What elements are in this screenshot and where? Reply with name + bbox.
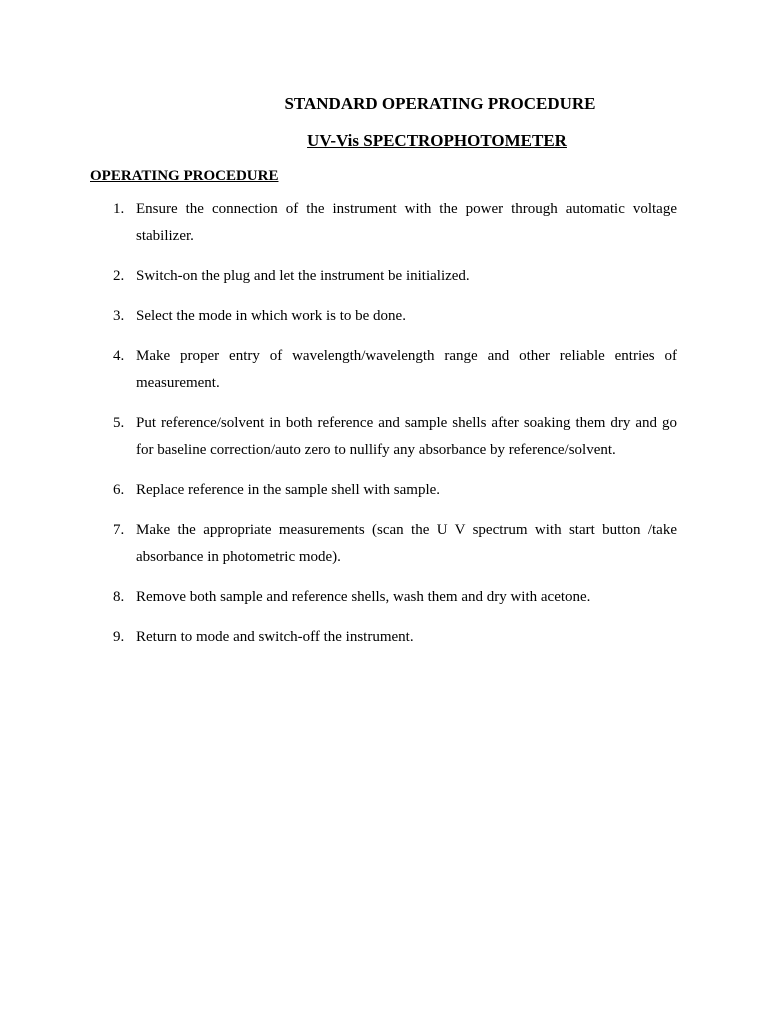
procedure-step [90,196,677,250]
step-text: Return to mode and switch-off the instrument. [136,629,414,645]
step-text: Make proper entry of wavelength/wavelength range and other reliable entries of measurement. [136,348,677,391]
step-number: 3. [113,308,125,324]
procedure-step [90,343,677,397]
procedure-step [90,410,677,464]
document-subtitle: UV-Vis SPECTROPHOTOMETER [307,131,567,150]
step-number: 2. [113,268,125,284]
procedure-step [90,303,677,330]
procedure-step [90,517,677,571]
step-number: 5. [113,415,125,431]
procedure-step [90,624,677,651]
procedure-steps-list [90,196,677,664]
step-number: 1. [113,201,125,217]
step-text: Ensure the connection of the instrument with the power through automatic voltage stabilizer. [136,201,677,244]
step-text: Select the mode in which work is to be done. [136,308,406,324]
step-text: Make the appropriate measurements (scan the U V spectrum with start button /take absorbance in photometric mode). [136,522,677,565]
document-title: STANDARD OPERATING PROCEDURE [284,94,596,113]
step-text: Switch-on the plug and let the instrument be initialized. [136,268,470,284]
step-number: 8. [113,589,125,605]
section-heading: OPERATING PROCEDURE [90,168,279,184]
step-number: 4. [113,348,125,364]
procedure-step [90,584,677,611]
step-number: 9. [113,629,125,645]
step-text: Remove both sample and reference shells, wash them and dry with acetone. [136,589,591,605]
step-text: Put reference/solvent in both reference and sample shells after soaking them dry and go for baseline correction/auto zero to nullify any absorbance by reference/solvent. [136,415,677,458]
step-number: 7. [113,522,125,538]
step-text: Replace reference in the sample shell with sample. [136,482,441,498]
procedure-step [90,477,677,504]
step-number: 6. [113,482,125,498]
procedure-step [90,263,677,290]
